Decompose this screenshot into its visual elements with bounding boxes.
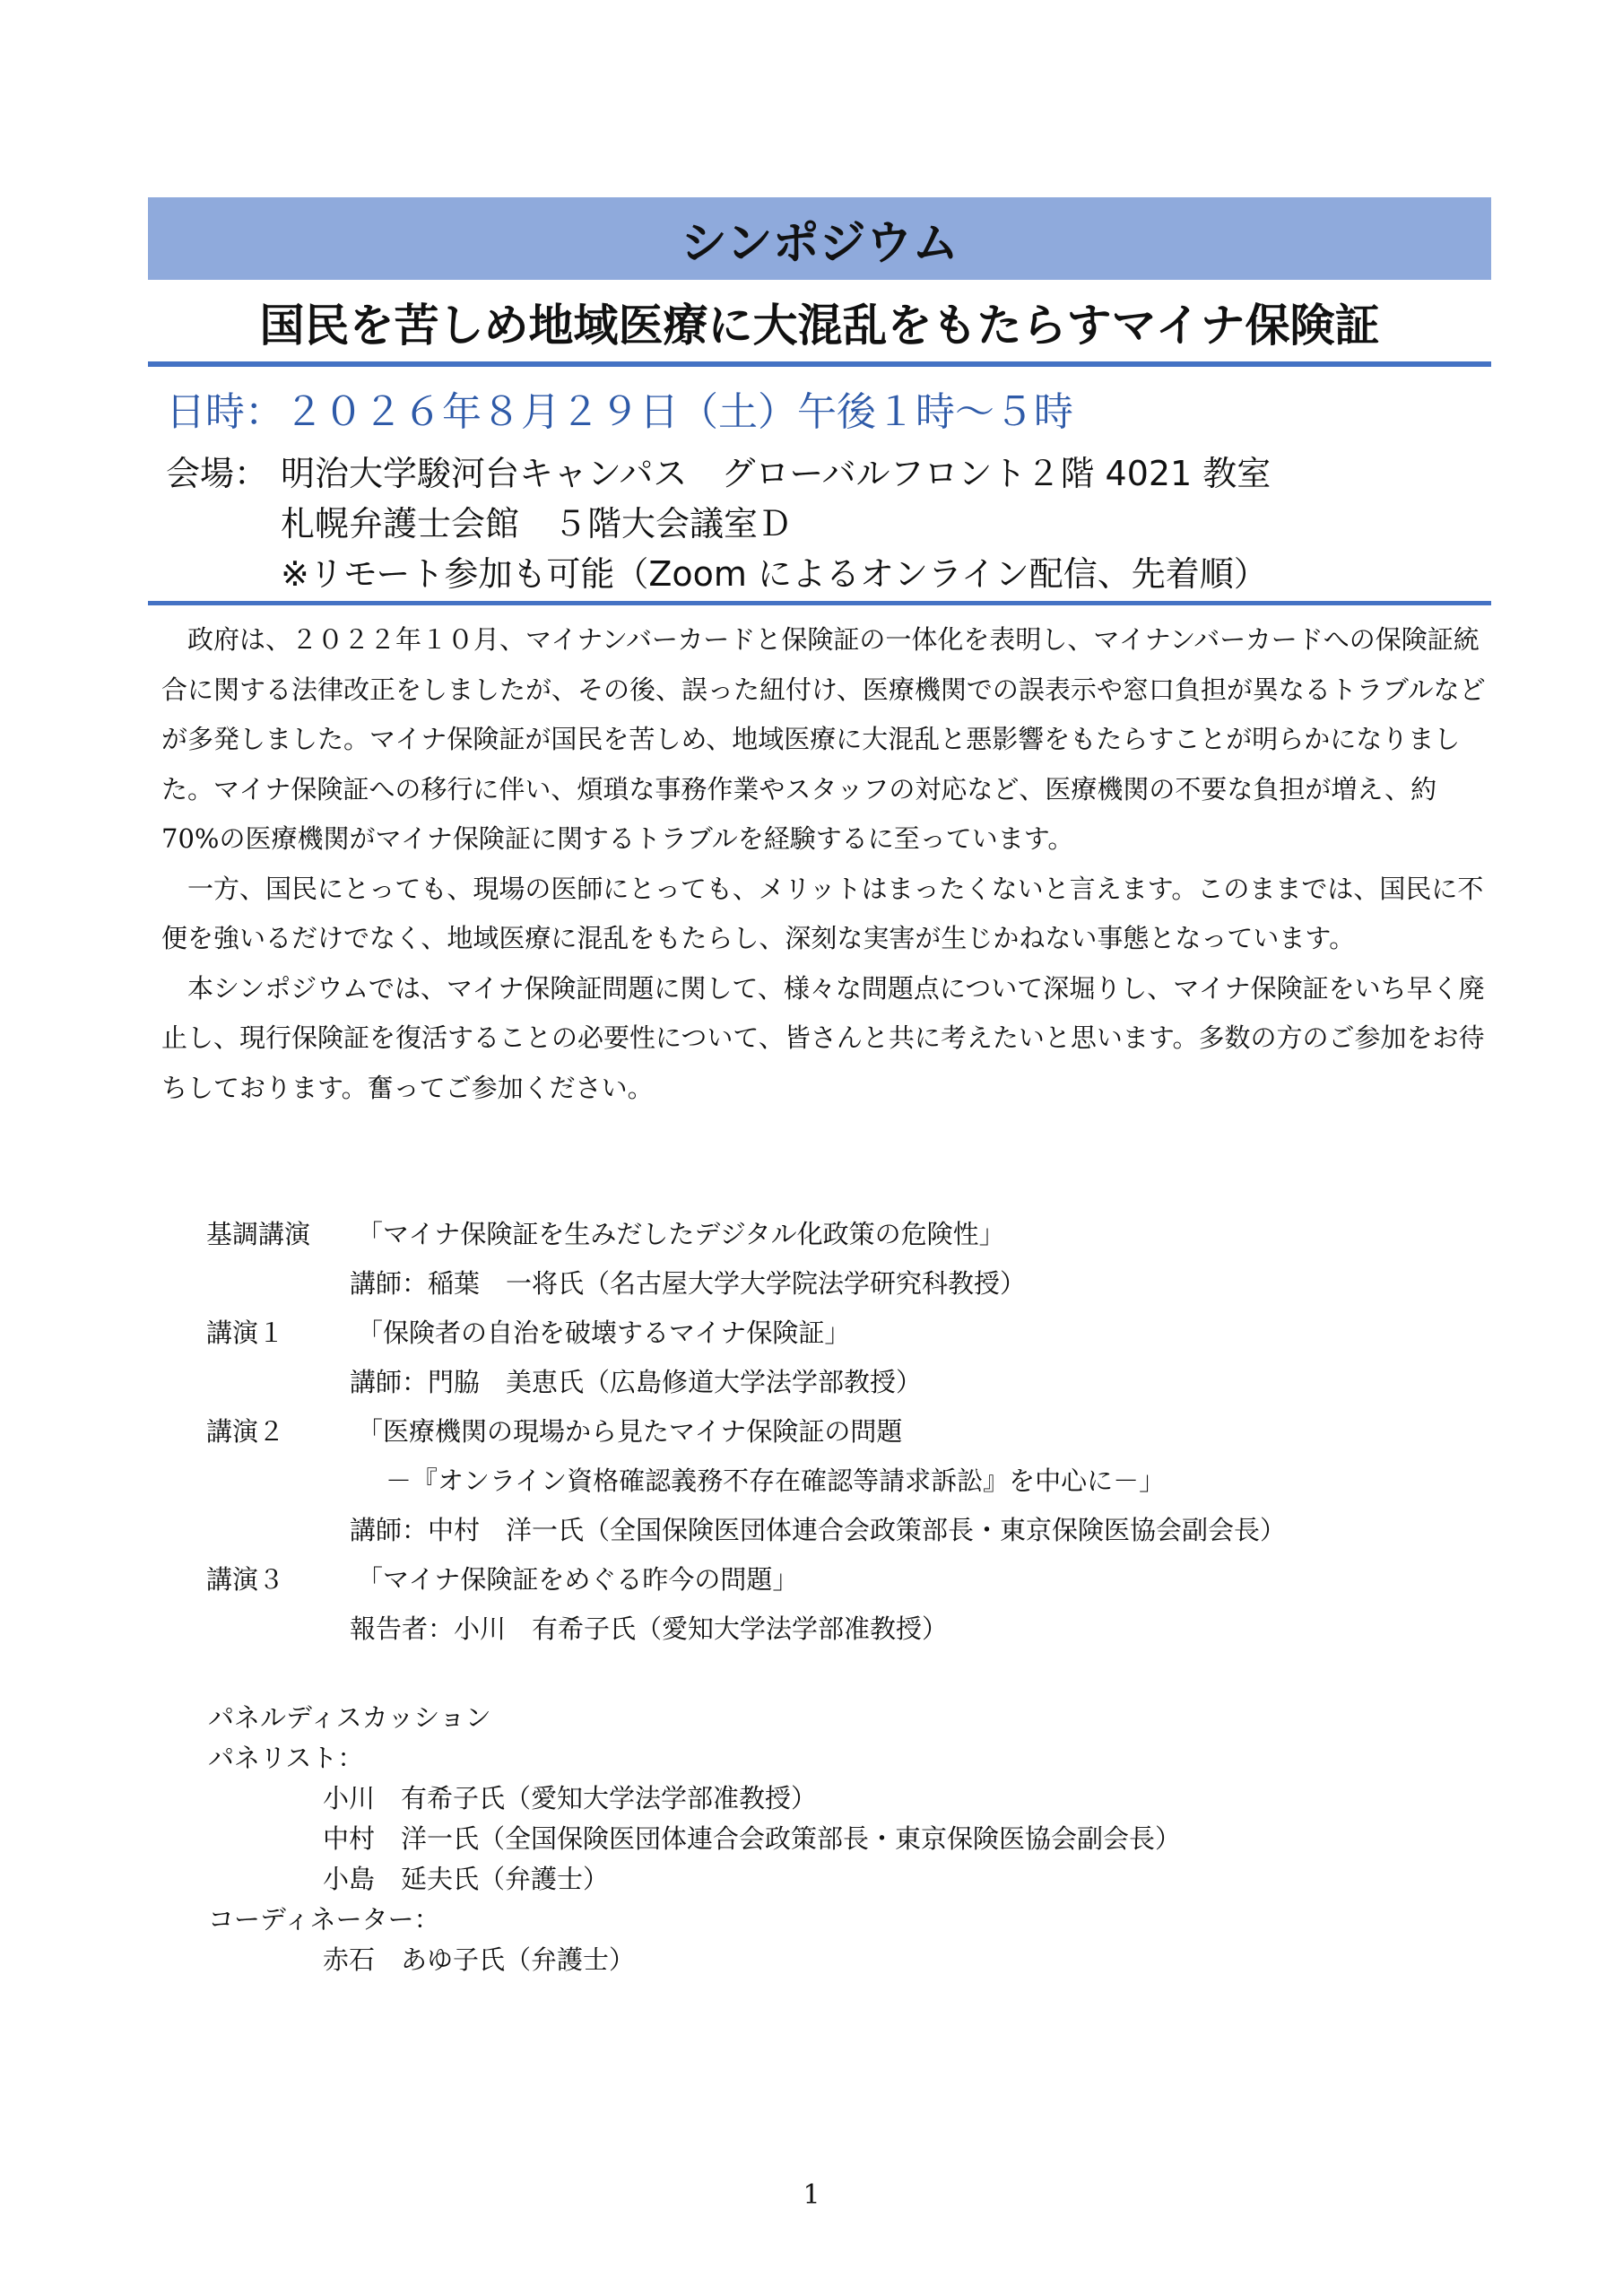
keynote-label: 基調講演 <box>206 1219 311 1249</box>
panelist: 中村 洋一氏（全国保険医団体連合会政策部長・東京保険医協会副会長） <box>323 1823 1182 1854</box>
lecture1-title: 「保険者の自治を破壊するマイナ保険証」 <box>357 1318 851 1348</box>
intro-text <box>161 615 1488 1113</box>
keynote-speaker: 講師：稲葉 一将氏（名古屋大学大学院法学研究科教授） <box>350 1268 1027 1299</box>
intro-paragraph-3: 本シンポジウムでは、マイナ保険証問題に関して、様々な問題点について深堀りし、マイナ保険証をいち早く廃止し、現行保険証を復活することの必要性について、皆さんと共に考えたいと思います。多数の方のご参加をお待ちしております。奮ってご参加ください。 <box>161 972 1485 1103</box>
lecture3-title: 「マイナ保険証をめぐる昨今の問題」 <box>357 1564 799 1595</box>
panel-heading: パネルディスカッション <box>208 1702 491 1733</box>
lecture1-speaker: 講師：門脇 美恵氏（広島修道大学法学部教授） <box>350 1367 923 1397</box>
venue-line-2: 札幌弁護士会館 ５階大会議室Ｄ <box>281 504 793 544</box>
venue-block <box>166 448 1271 599</box>
lecture2-speaker: 講師：中村 洋一氏（全国保険医団体連合会政策部長・東京保険医協会副会長） <box>350 1515 1287 1545</box>
panelist: 小島 延夫氏（弁護士） <box>323 1864 610 1894</box>
coordinator: 赤石 あゆ子氏（弁護士） <box>323 1944 636 1975</box>
program-list <box>206 1210 1286 1654</box>
venue-line-3: ※リモート参加も可能（Zoom によるオンライン配信、先着順） <box>281 554 1268 594</box>
panelist: 小川 有希子氏（愛知大学法学部准教授） <box>323 1783 818 1813</box>
lecture3-speaker: 報告者：小川 有希子氏（愛知大学法学部准教授） <box>350 1613 949 1644</box>
page-subtitle: 国民を苦しめ地域医療に大混乱をもたらすマイナ保険証 <box>259 300 1380 352</box>
title-banner <box>148 197 1491 280</box>
panel-discussion <box>208 1698 1181 1980</box>
lecture3-label: 講演３ <box>206 1564 285 1595</box>
page-number: 1 <box>803 2179 820 2211</box>
lecture2-title: 「医療機関の現場から見たマイナ保険証の問題 <box>357 1416 903 1447</box>
venue-label: 会場： <box>166 454 269 493</box>
divider-top <box>148 361 1491 367</box>
divider-bottom <box>148 601 1491 605</box>
intro-paragraph-1: 政府は、２０２２年１０月、マイナンバーカードと保険証の一体化を表明し、マイナンバーカードへの保険証統合に関する法律改正をしましたが、その後、誤った紐付け、医療機関での誤表示や窓口負担が異なるトラブルなどが多発しました。マイナ保険証が国民を苦しめ、地域医療に大混乱と悪影響をもたらすことが明らかになりました。マイナ保険証への移行に伴い、煩瑣な事務作業やスタッフの対応など、医療機関の不要な負担が増え、約 70%の医療機関がマイナ保険証に関するトラブルを経験するに至っています。 <box>161 624 1486 854</box>
intro-paragraph-2: 一方、国民にとっても、現場の医師にとっても、メリットはまったくないと言えます。このままでは、国民に不便を強いるだけでなく、地域医療に混乱をもたらし、深刻な実害が生じかねない事態となっています。 <box>161 873 1484 953</box>
keynote-title: 「マイナ保険証を生みだしたデジタル化政策の危険性」 <box>357 1219 1005 1249</box>
panelists-label: パネリスト： <box>208 1743 364 1773</box>
coordinator-label: コーディネーター： <box>208 1904 440 1935</box>
lecture1-label: 講演１ <box>206 1318 285 1348</box>
lecture2-subtitle: －『オンライン資格確認義務不存在確認等請求訴訟』を中心に－」 <box>386 1465 1166 1496</box>
lecture2-label: 講演２ <box>206 1416 285 1447</box>
page-title: シンポジウム <box>680 216 959 271</box>
event-datetime: 日時：２０２６年８月２９日（土）午後１時～５時 <box>166 389 1073 435</box>
venue-line-1: 明治大学駿河台キャンパス グローバルフロント２階 4021 教室 <box>281 454 1271 493</box>
